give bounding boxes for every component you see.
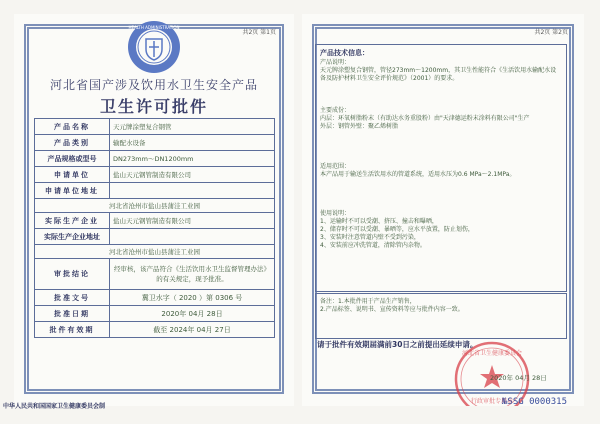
permit-form-table [34, 118, 275, 338]
serial-number: №SSG 0000315 [502, 397, 568, 407]
table-row [35, 245, 275, 259]
seal-text: HEALTH ADMINISTRATION [128, 25, 180, 30]
table-row [35, 183, 275, 199]
approval-number-label: 批准文号 [35, 290, 110, 306]
approval-number-value: 冀卫水字（ 2020 ）第 0306 号 [110, 290, 275, 306]
applicant-address-value: 河北省沧州市盐山县蒲洼工业园 [35, 199, 275, 213]
manufacturer-address-label: 实际生产企业地址 [35, 229, 110, 245]
product-spec-label: 产品规格或型号 [35, 151, 110, 167]
product-name-value: 天元牌涂塑复合钢管 [110, 119, 275, 135]
manufacturer-address-spacer [110, 229, 275, 245]
manufacturer-label: 实际生产企业 [35, 213, 110, 229]
stamp-subtext: 行政审批专用章 [470, 398, 514, 405]
applicant-address-label: 申请单位地址 [35, 183, 110, 199]
table-row [35, 213, 275, 229]
left-page [14, 14, 294, 406]
approve-date-label: 批准日期 [35, 306, 110, 322]
manufacturer-value: 盐山天元钢管制造有限公司 [110, 213, 275, 229]
review-label: 审批结论 [35, 259, 110, 290]
valid-date-value: 截至 2024年 04月 27日 [110, 322, 275, 338]
health-emblem-icon [126, 19, 182, 75]
table-row [35, 259, 275, 290]
approve-date-value: 2020年 04月 28日 [110, 306, 275, 322]
table-row [35, 199, 275, 213]
tech-info-box [315, 44, 567, 292]
table-row [35, 119, 275, 135]
applicant-label: 申请单位 [35, 167, 110, 183]
table-row [35, 322, 275, 338]
extension-note: 请于批件有效期届满前30日之前提出延续申请。 [317, 340, 478, 349]
section-scope: 适用范围： 本产品用于输送生活饮用水的管道系统，适用水压为0.6 MPa～2.1MPa。 [320, 163, 516, 178]
table-row [35, 167, 275, 183]
page-number: 共2页 第2页 [534, 29, 568, 36]
product-name-label: 产品名称 [35, 119, 110, 135]
stamp-text: 河北省卫生健康委员会 [461, 350, 523, 357]
manufacturer-address-value: 河北省沧州市盐山县蒲洼工业园 [35, 245, 275, 259]
section-main-components: 主要成份： 内层：环氧树脂粉末（有助达水务重股粉）由"天津德运粉末涂料有限公司"生产 外层：钢管外壁：聚乙烯树脂 [320, 107, 530, 130]
remark-text: 备注：1.本批件用于产品生产销售， 2.产品标签、说明书、宣传资料等应与批件内容一致。 [320, 298, 464, 313]
table-row [35, 135, 275, 151]
table-row [35, 229, 275, 245]
product-category-value: 输配水设备 [110, 135, 275, 151]
document-title: 河北省国产涉及饮用水卫生安全产品 [49, 78, 258, 92]
valid-date-label: 批件有效期 [35, 322, 110, 338]
review-text: 经审核，该产品符合《生活饮用水卫生监督管理办法》的有关规定，现予批准。 [110, 259, 275, 290]
product-category-label: 产品类别 [35, 135, 110, 151]
tech-heading: 产品技术信息： [320, 49, 369, 57]
table-row [35, 151, 275, 167]
document-subtitle: 卫生许可批件 [99, 97, 208, 116]
issue-date: 2020年 04月 28日 [490, 374, 547, 382]
table-row [35, 306, 275, 322]
table-row [35, 290, 275, 306]
right-page [302, 14, 584, 406]
product-spec-value: DN273mm～DN1200mm [110, 151, 275, 167]
remark-box [315, 293, 567, 339]
issuer-footer: 中华人民共和国国家卫生健康委员会制 [3, 403, 106, 410]
page-number: 共2页 第1页 [242, 29, 276, 36]
section-usage: 使用说明： 1、运输时不可以受潮、挤压、撞击和曝晒， 2、储存时不可以受潮、暴晒等，应水平放置，防止划伤， 3、安装时注意管道内壁不受到污染， 4、安装前应冲洗管道，清除管内杂物。 [320, 210, 474, 249]
applicant-value: 盐山天元钢管制造有限公司 [110, 167, 275, 183]
section-product-description: 产品说明： 天元牌涂塑复合钢管，管径273mm～1200mm，其卫生性能符合《生活饮用水输配水设备及防护材料卫生安全评价规范》（2001）的要求。 [320, 59, 557, 82]
applicant-address-spacer [110, 183, 275, 199]
